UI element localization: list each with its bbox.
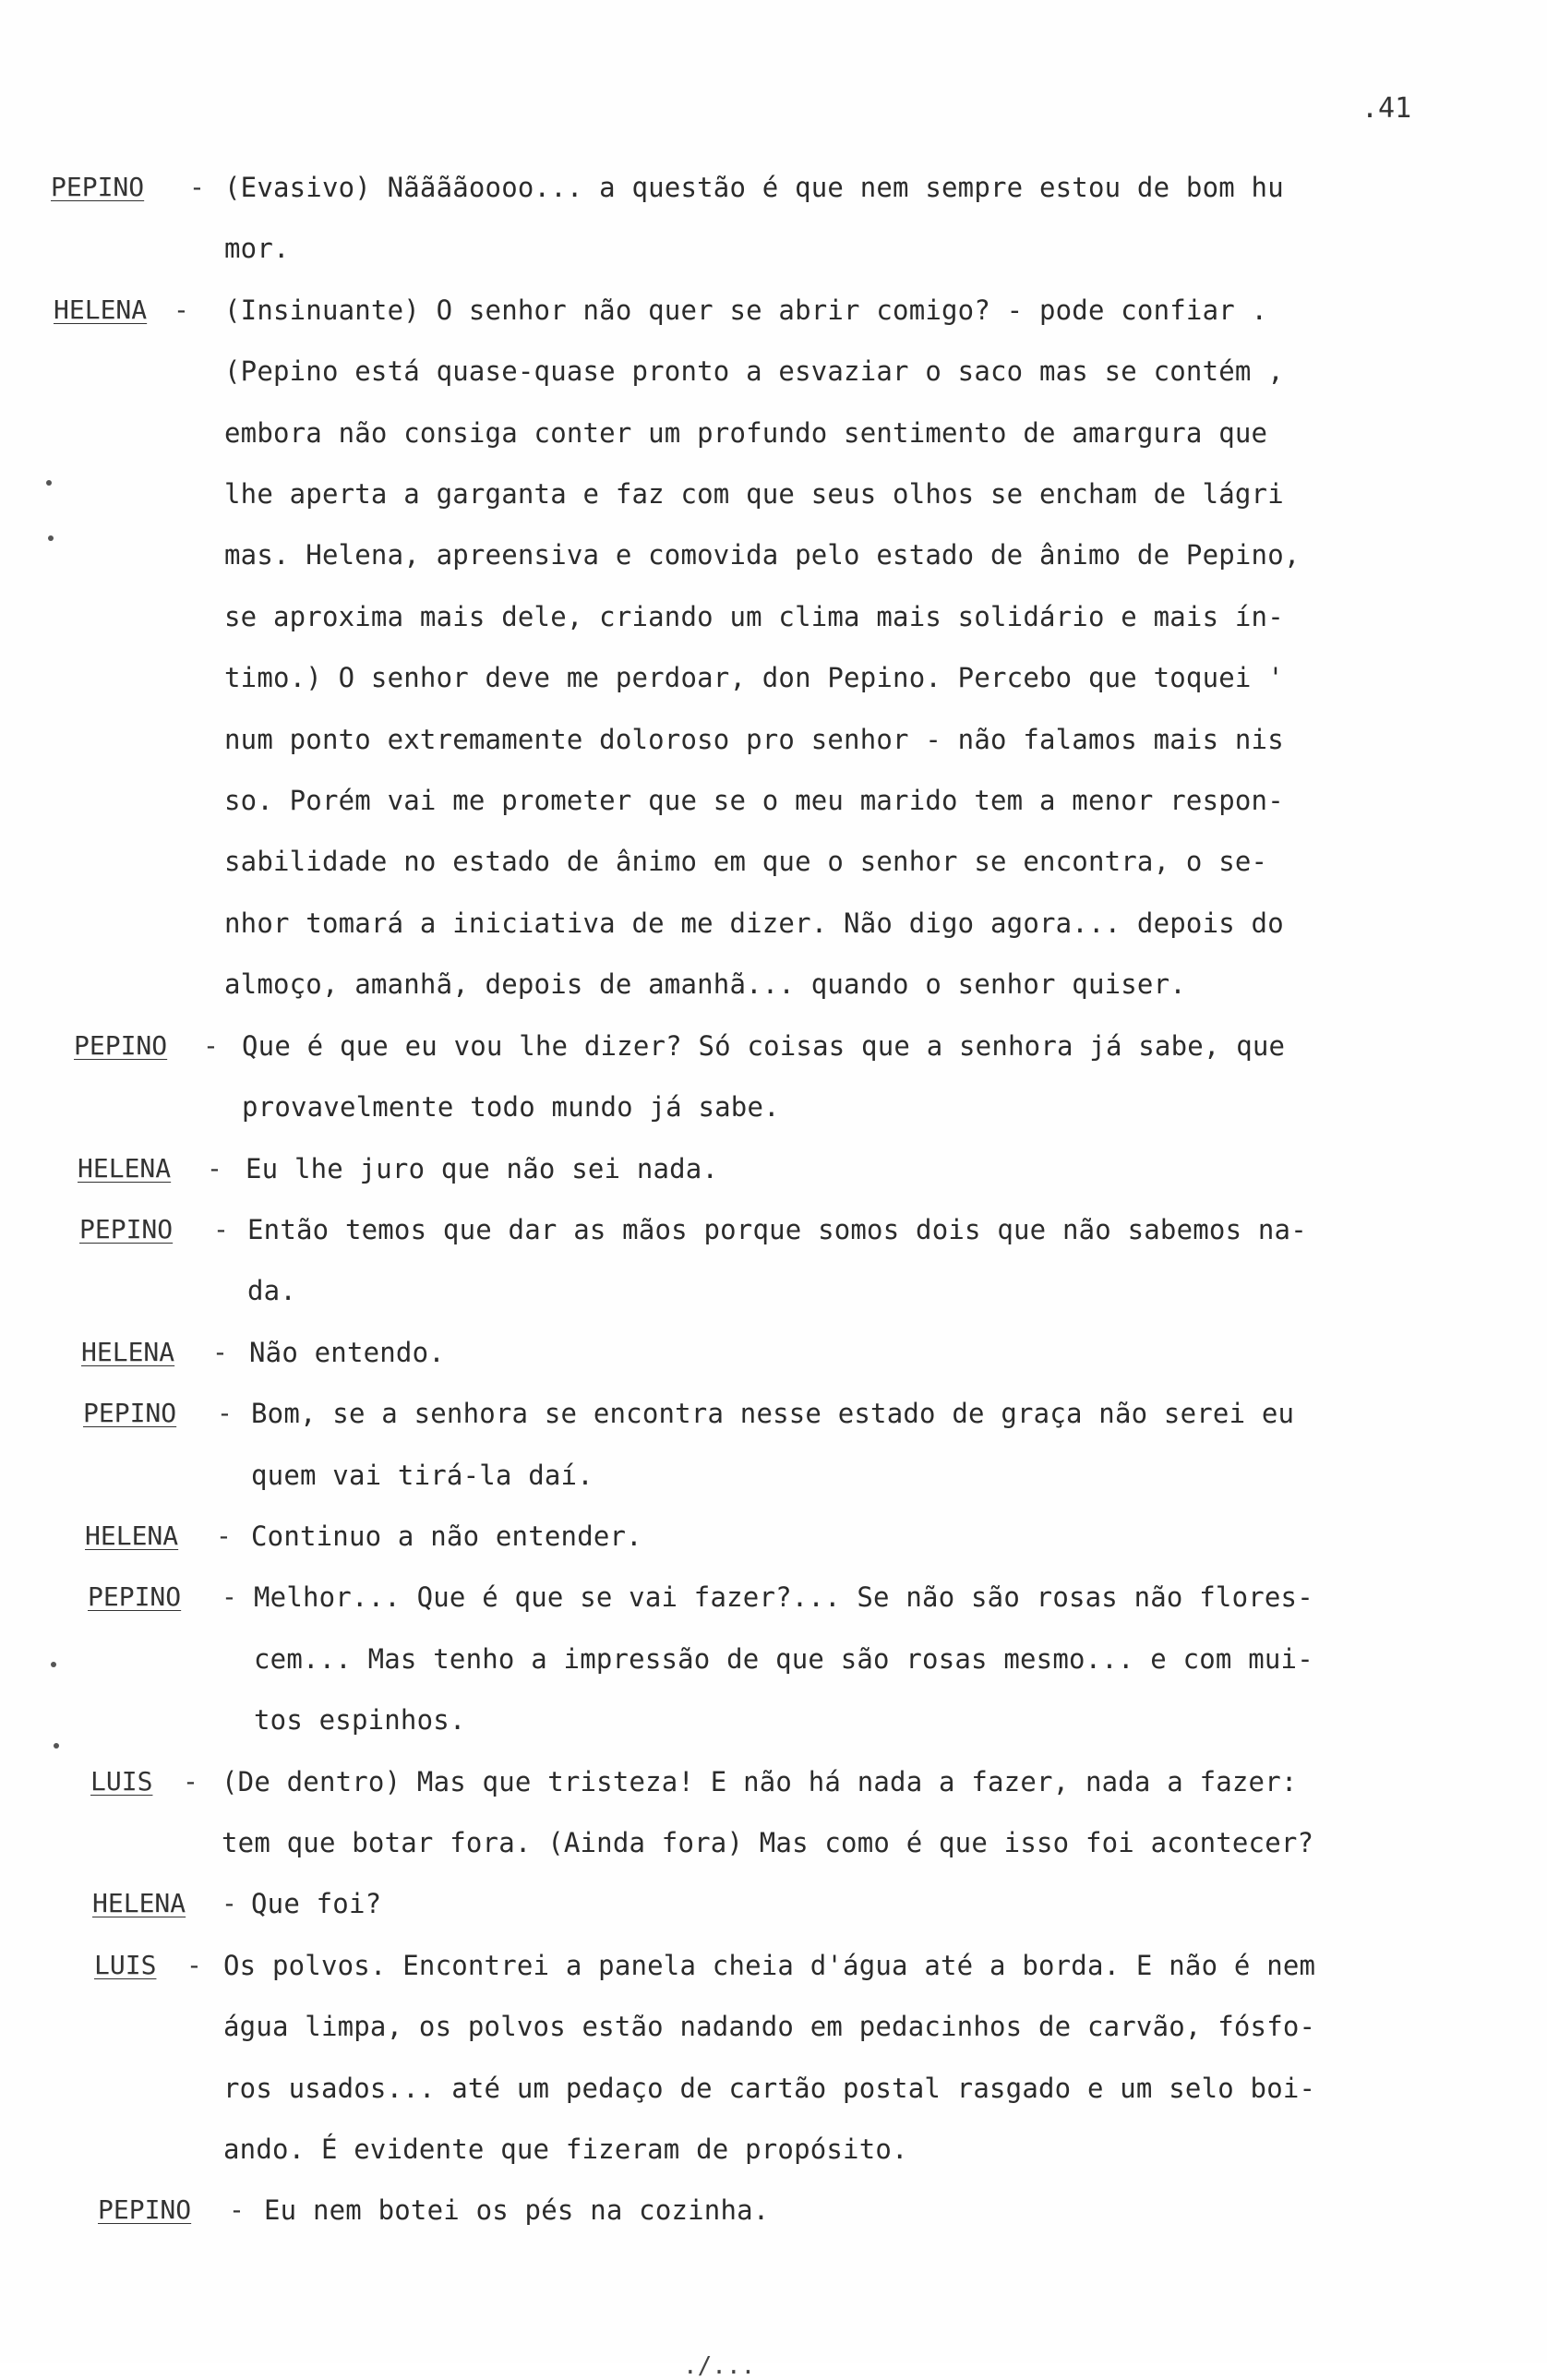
speaker-dash: - xyxy=(222,1581,237,1613)
speech-text: (Insinuante) O senhor não quer se abrir comigo? - pode confiar . (Pepino está quase-quase pronto a esvaziar o saco mas se contém , embora não consiga conter um profundo sentimento de amargura que lhe aperta a garganta e faz com que seus olhos se encham de lágri mas. Helena, apreensiva e comovida pelo estado de ânimo de Pepino, se aproxima mais dele, criando um clima mais solidário e mais ín- timo.) O senhor deve me perdoar, don Pepino. Percebo que toquei ' num ponto extremamente doloroso pro senhor - não falamos mais nis so. Porém vai me prometer que se o meu marido tem a menor respon- sabilidade no estado de ânimo em que o senhor se encontra, o se- nhor tomará a iniciativa de me dizer. Não digo agora... depois do almoço, amanhã, depois de amanhã... quando o senhor quiser. xyxy=(224,294,1301,1001)
margin-mark xyxy=(46,480,52,486)
dialogue-entry xyxy=(90,1751,1547,1874)
speaker-dash: - xyxy=(222,1888,237,1919)
speaker-dash: - xyxy=(183,1765,198,1797)
speaker-name: HELENA xyxy=(92,1888,186,1919)
speaker-dash: - xyxy=(229,2194,245,2226)
margin-mark xyxy=(51,1662,56,1667)
speaker-dash: - xyxy=(217,1398,233,1429)
dialogue-entry xyxy=(83,1383,1547,1506)
speaker-dash: - xyxy=(213,1213,229,1244)
margin-mark xyxy=(48,535,54,541)
speech-text: Eu nem botei os pés na cozinha. xyxy=(264,2194,770,2227)
dialogue-entry xyxy=(88,1567,1547,1750)
speaker-dash: - xyxy=(189,172,205,202)
speaker-name: PEPINO xyxy=(83,1398,177,1429)
speaker-name: HELENA xyxy=(81,1336,175,1367)
speaker-name: HELENA xyxy=(78,1152,172,1184)
speech-text: Melhor... Que é que se vai fazer?... Se não são rosas não flores- cem... Mas tenho a impressão de que são rosas mesmo... e com mui- tos espinhos. xyxy=(254,1581,1313,1737)
margin-mark xyxy=(54,1743,59,1749)
dialogue-entry xyxy=(78,1138,1547,1199)
dialogue-entry xyxy=(85,1506,1547,1567)
speaker-dash: - xyxy=(207,1152,222,1184)
speaker-name: HELENA xyxy=(85,1520,179,1551)
dialogue-entry xyxy=(81,1322,1547,1383)
speaker-name: LUIS xyxy=(94,1949,157,1980)
speaker-name: PEPINO xyxy=(98,2194,192,2226)
dialogue-entry xyxy=(74,1016,1547,1138)
speaker-name: PEPINO xyxy=(88,1581,182,1613)
speech-text: (De dentro) Mas que tristeza! E não há nada a fazer, nada a fazer: tem que botar fora. (Ainda fora) Mas como é que isso foi acontecer? xyxy=(222,1765,1314,1858)
speech-text: Que foi? xyxy=(251,1888,382,1920)
speech-text: Continuo a não entender. xyxy=(251,1520,642,1552)
dialogue-entry xyxy=(79,1199,1547,1322)
speaker-name: PEPINO xyxy=(79,1213,174,1244)
speech-text: Não entendo. xyxy=(249,1336,445,1368)
speech-text: Então temos que dar as mãos porque somos dois que não sabemos na- da. xyxy=(247,1213,1307,1307)
speaker-name: HELENA xyxy=(54,294,148,325)
speech-text: Que é que eu vou lhe dizer? Só coisas que a senhora já sabe, que provavelmente todo mundo já sabe. xyxy=(242,1029,1286,1124)
speaker-name: PEPINO xyxy=(74,1029,168,1061)
speaker-dash: - xyxy=(203,1029,219,1061)
dialogue-entry xyxy=(51,157,1547,280)
speaker-dash: - xyxy=(216,1520,232,1551)
speech-text: Os polvos. Encontrei a panela cheia d'água até a borda. E não é nem água limpa, os polvos estão nadando em pedacinhos de carvão, fósfo- ros usados... até um pedaço de cartão postal rasgado e um selo boi- ando. É evidente que fizeram de propósito. xyxy=(223,1949,1316,2165)
speaker-dash: - xyxy=(174,294,189,325)
speaker-name: LUIS xyxy=(90,1765,153,1797)
speaker-dash: - xyxy=(186,1949,202,1980)
dialogue-entry xyxy=(94,1935,1547,2181)
speech-text: Bom, se a senhora se encontra nesse estado de graça não serei eu quem vai tirá-la daí. xyxy=(251,1398,1295,1491)
speech-text: (Evasivo) Nããããoooo... a questão é que nem sempre estou de bom hu mor. xyxy=(224,172,1284,265)
script-body xyxy=(0,157,1547,2242)
continuation-mark: ./... xyxy=(683,2352,756,2380)
speaker-name: PEPINO xyxy=(51,172,145,202)
speech-text: Eu lhe juro que não sei nada. xyxy=(246,1152,719,1184)
dialogue-entry xyxy=(92,1873,1547,1934)
page-number: .41 xyxy=(1361,92,1412,125)
dialogue-entry xyxy=(98,2180,1547,2241)
dialogue-entry xyxy=(54,280,1547,1016)
speaker-dash: - xyxy=(212,1336,228,1367)
